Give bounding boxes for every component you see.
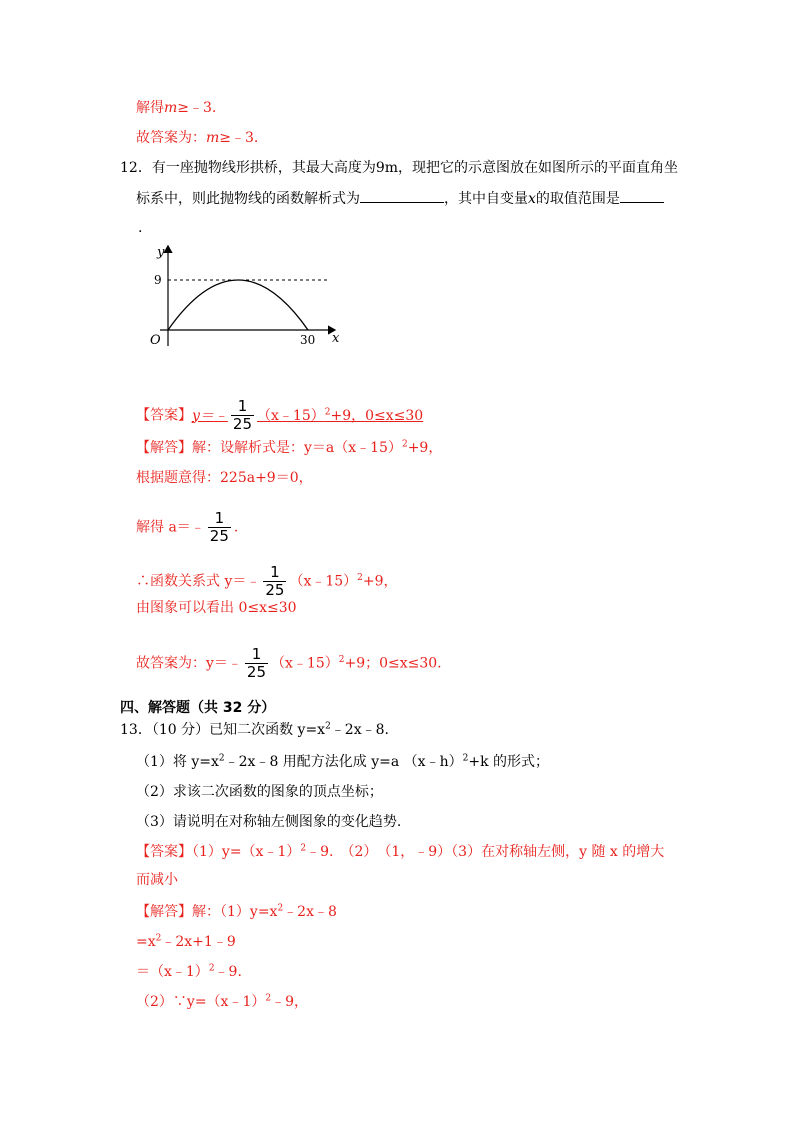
y-tick-label: 9: [154, 273, 162, 287]
fraction: $\frac{1}{25}$: [209, 509, 229, 545]
q12-solution-line3: 解得 a＝﹣ $\frac{1}{25}$ .: [136, 509, 239, 545]
q12-answer-line: 【答案】y＝﹣ $\frac{1}{25}$ （x﹣15）$^2$+9，0≤x≤30: [136, 397, 424, 433]
q12-solution-line6: 故答案为：y＝﹣ $\frac{1}{25}$ （x﹣15）$^2$+9；0≤x≤30.: [136, 645, 442, 681]
q12-stem-line2: 标系中，则此抛物线的函数解析式为 ，其中自变量x的取值范围是: [136, 188, 664, 209]
q13-solution-line3: ＝（x﹣1）$^2$﹣9.: [136, 963, 242, 980]
q12-solution-line5: 由图象可以看出 0≤x≤30: [136, 600, 297, 616]
solution-label: 【解答】: [136, 904, 192, 920]
y-axis-label: y: [157, 245, 165, 260]
fraction: $\frac{1}{25}$: [246, 645, 267, 681]
q12-stem-line3: .: [138, 220, 143, 236]
q13-part3: （3）请说明在对称轴左侧图象的变化趋势.: [136, 814, 402, 830]
q12-solution-line2: 根据题意得：225a+9＝0，: [136, 470, 313, 486]
q12-solution-line4: ∴函数关系式 y＝﹣ $\frac{1}{25}$ （x﹣15）$^2$+9，: [136, 563, 398, 599]
q12-stem-line1: 12．有一座抛物线形拱桥，其最大高度为9m，现把它的示意图放在如图所示的平面直角坐: [120, 160, 678, 176]
answer-blank-2[interactable]: [620, 188, 664, 203]
q13-stem: 13．（10 分）已知二次函数 $y=x^2﹣2x﹣8$.: [120, 721, 389, 738]
x-axis-label: x: [332, 331, 340, 346]
q13-answer-line1: 【答案】（1）y=（x﹣1）$^2$﹣9. （2） （1，﹣9）（3）在对称轴左侧，y 随 x 的增大: [136, 843, 665, 860]
q13-solution-line4: （2）∵y=（x﹣1）$^2$﹣9，: [136, 993, 309, 1010]
origin-label: O: [150, 333, 161, 348]
prev-answer-line: 故答案为：m≥﹣3.: [136, 130, 259, 146]
answer-blank-1[interactable]: [360, 188, 444, 203]
fraction: $\frac{1}{25}$: [265, 563, 285, 599]
x-tick-label: 30: [300, 333, 316, 347]
answer-label: 【答案】: [136, 407, 192, 424]
prev-result-line: 解得m≥﹣3.: [136, 100, 217, 116]
answer-label: 【答案】: [136, 844, 192, 860]
q13-solution-line1: 【解答】解：$(1)y=x^2﹣2x﹣8$: [136, 903, 337, 920]
parabola-graph: [140, 238, 350, 350]
fraction: $\frac{1}{25}$: [232, 397, 253, 433]
q12-solution-line1: 【解答】解：设解析式是：y＝a（x﹣15）$^2$+9，: [136, 439, 443, 456]
parabola-curve: [168, 280, 308, 330]
q13-solution-line2: $=x^2﹣2x+1﹣9$: [136, 933, 236, 950]
solution-label: 【解答】: [136, 440, 192, 456]
section-title: 四、解答题（共 32 分）: [120, 700, 276, 716]
q13-answer-line2: 而减小: [136, 872, 178, 888]
q13-part2: （2）求该二次函数的图象的顶点坐标；: [136, 784, 383, 800]
q13-part1: （1）将 $y=x^2﹣2x﹣8$ 用配方法化成 y=a （x﹣h）$^2$+k 的形式；: [136, 753, 550, 770]
